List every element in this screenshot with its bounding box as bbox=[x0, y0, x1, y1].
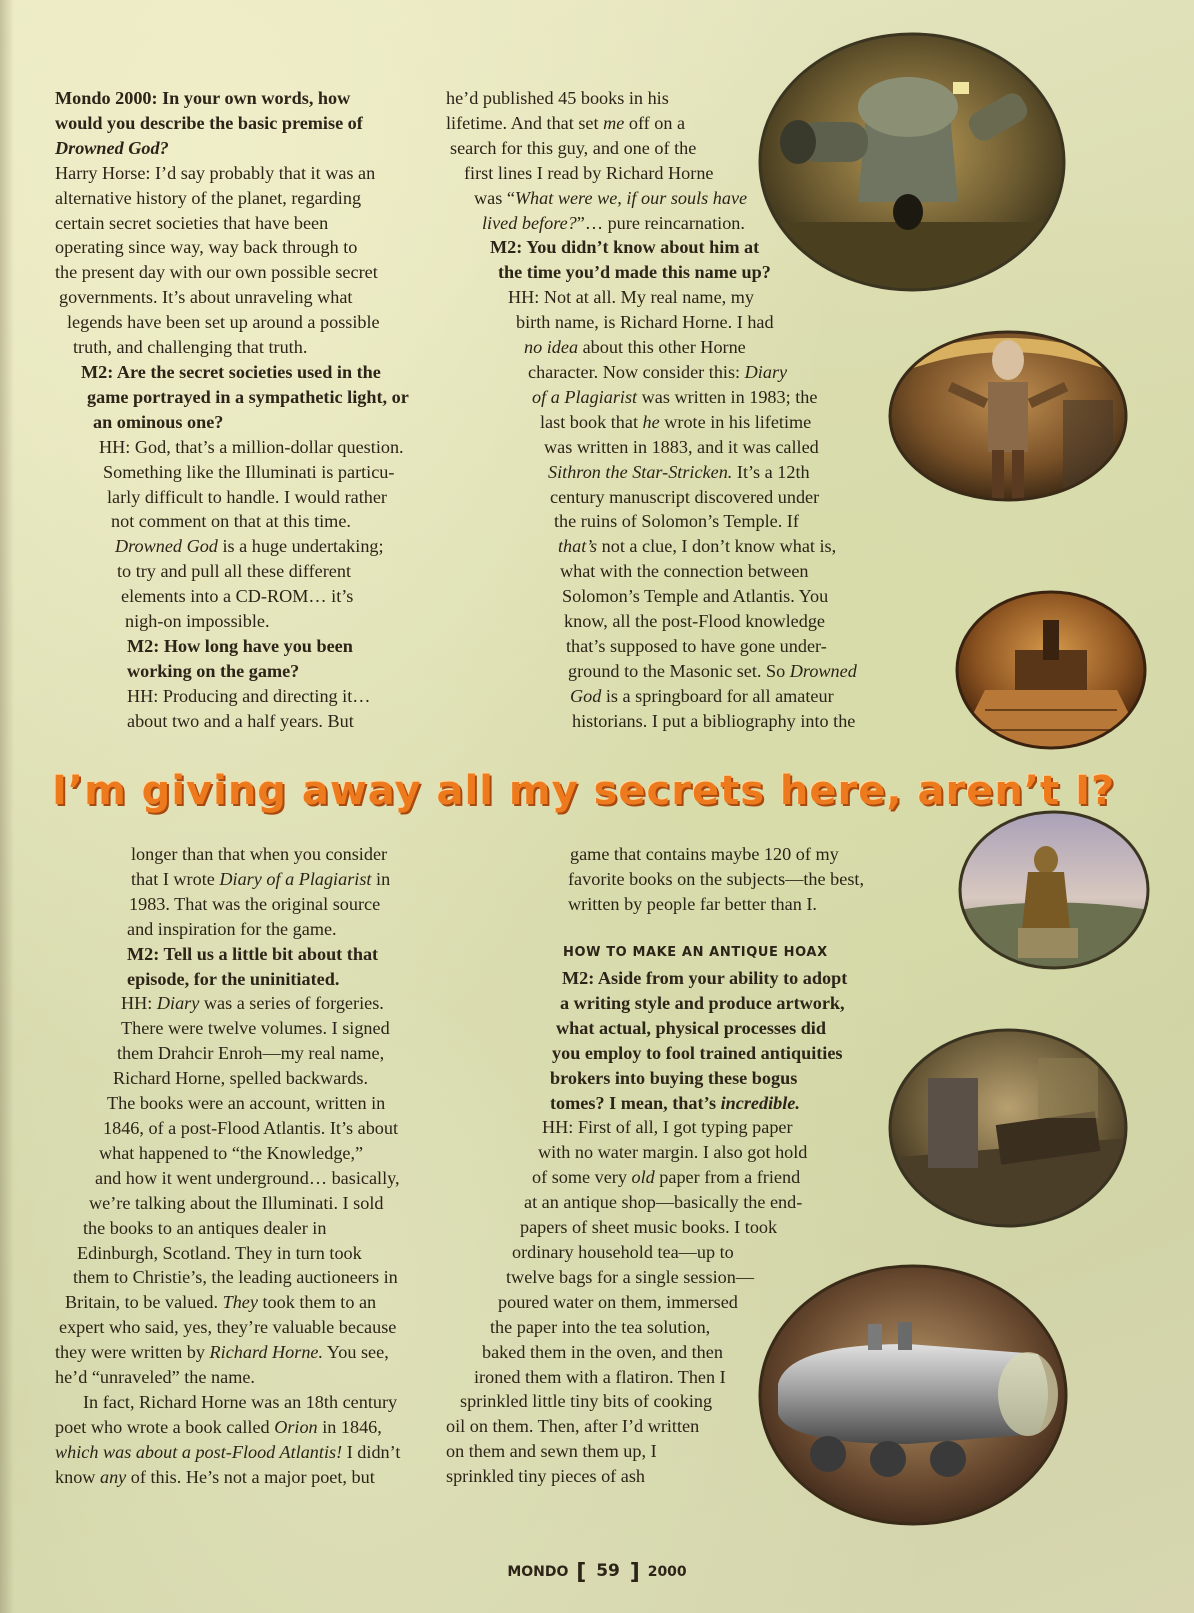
text-line bbox=[55, 609, 409, 634]
text-run: and inspiration for the game. bbox=[127, 918, 337, 939]
footer-year: 2000 bbox=[647, 1564, 687, 1580]
text-line bbox=[446, 235, 857, 260]
text-run: written by people far better than I. bbox=[568, 893, 817, 914]
pull-quote: I’m giving away all my secrets here, aren’t I? bbox=[52, 768, 1116, 814]
text-run: M2: Aside from your ability to adopt bbox=[562, 968, 848, 988]
text-run: sprinkled little tiny bits of cooking bbox=[460, 1391, 713, 1412]
text-run: baked them in the oven, and then bbox=[482, 1341, 723, 1362]
text-line bbox=[55, 1390, 400, 1415]
text-line bbox=[446, 1315, 847, 1340]
text-run: Diary bbox=[744, 361, 788, 382]
text-run: Mondo 2000: In your own words, how bbox=[55, 88, 351, 108]
statue-illustration bbox=[958, 810, 1150, 970]
text-run: of some very bbox=[532, 1167, 632, 1188]
text-run: they were written by bbox=[55, 1342, 210, 1363]
text-line bbox=[446, 460, 857, 485]
text-run: governments. It’s about unraveling what bbox=[59, 287, 353, 308]
text-line bbox=[446, 136, 857, 161]
text-line bbox=[446, 335, 857, 360]
text-line bbox=[55, 659, 409, 684]
text-run: birth name, is Richard Horne. I had bbox=[516, 312, 774, 333]
text-line bbox=[446, 1414, 847, 1439]
text-line bbox=[55, 584, 409, 609]
text-line bbox=[55, 1365, 400, 1390]
text-run: what with the connection between bbox=[560, 561, 809, 582]
text-line bbox=[446, 1140, 847, 1165]
text-run: ironed them with a flatiron. Then I bbox=[474, 1366, 726, 1387]
text-run: a writing style and produce artwork, bbox=[560, 992, 845, 1013]
text-run: the present day with our own possible secret bbox=[55, 262, 378, 283]
text-run: wrote in his lifetime bbox=[659, 411, 812, 432]
text-run: truth, and challenging that truth. bbox=[73, 337, 308, 358]
text-line bbox=[55, 967, 400, 992]
text-run: Diary of a Plagiarist bbox=[219, 868, 372, 889]
text-run: off on a bbox=[624, 112, 686, 133]
text-line bbox=[446, 684, 857, 709]
text-line bbox=[55, 634, 409, 659]
text-run: first lines I read by Richard Horne bbox=[464, 162, 714, 183]
text-run: the books to an antiques dealer in bbox=[83, 1217, 327, 1238]
text-run: episode, for the uninitiated. bbox=[127, 968, 340, 989]
text-line bbox=[55, 1216, 400, 1241]
text-run: would you describe the basic premise of bbox=[55, 112, 363, 133]
article-column-1 bbox=[55, 86, 409, 734]
text-line bbox=[55, 892, 400, 917]
text-run: about this other Horne bbox=[578, 337, 746, 358]
text-run: certain secret societies that have been bbox=[55, 212, 329, 233]
text-run: of this. He’s not a major poet, but bbox=[126, 1466, 375, 1487]
text-line bbox=[446, 534, 857, 559]
text-line bbox=[446, 1066, 847, 1091]
text-line bbox=[446, 1290, 847, 1315]
text-line bbox=[55, 310, 409, 335]
text-line bbox=[446, 1165, 847, 1190]
text-line bbox=[55, 410, 409, 435]
text-line bbox=[446, 161, 857, 186]
text-line bbox=[446, 260, 857, 285]
text-run: the paper into the tea solution, bbox=[490, 1316, 711, 1337]
text-run: working on the game? bbox=[127, 660, 300, 681]
text-run: know bbox=[55, 1466, 100, 1487]
text-run: In fact, Richard Horne was an 18th century bbox=[83, 1391, 398, 1412]
text-line bbox=[55, 1265, 400, 1290]
text-line bbox=[446, 1389, 847, 1414]
text-run: Drowned bbox=[789, 660, 857, 681]
text-line bbox=[55, 709, 409, 734]
page-footer bbox=[0, 1560, 1194, 1585]
text-line bbox=[55, 1166, 400, 1191]
text-line bbox=[55, 86, 409, 111]
text-run: is a huge undertaking; bbox=[217, 536, 384, 557]
corridor-illustration bbox=[955, 590, 1147, 750]
text-run: Solomon’s Temple and Atlantis. You bbox=[562, 586, 829, 607]
text-run: you employ to fool trained antiquities bbox=[552, 1042, 843, 1063]
page-number: 59 bbox=[596, 1561, 620, 1581]
text-run: which was about a post-Flood Atlantis! bbox=[55, 1441, 343, 1462]
text-run: on them and sewn them up, I bbox=[446, 1441, 657, 1462]
text-run: to try and pull all these different bbox=[117, 561, 352, 582]
text-line bbox=[446, 991, 847, 1016]
article-column-3 bbox=[55, 842, 400, 1490]
text-run: HH: Not at all. My real name, my bbox=[508, 287, 754, 308]
text-line bbox=[55, 186, 409, 211]
text-run: was a series of forgeries. bbox=[199, 993, 384, 1014]
text-line bbox=[446, 1091, 847, 1116]
text-run: M2: Are the secret societies used in the bbox=[81, 361, 381, 382]
text-run: paper from a friend bbox=[654, 1167, 801, 1188]
text-run: larly difficult to handle. I would rather bbox=[107, 486, 387, 507]
text-run: Richard Horne. bbox=[209, 1342, 324, 1363]
text-run: longer than that when you consider bbox=[131, 844, 388, 864]
workshop-illustration bbox=[888, 1028, 1128, 1228]
text-run: he bbox=[642, 411, 660, 432]
text-run: 1983. That was the original source bbox=[129, 893, 381, 914]
text-line bbox=[446, 867, 864, 892]
text-run: historians. I put a bibliography into the bbox=[572, 710, 856, 731]
article-column-4 bbox=[446, 966, 847, 1489]
text-line bbox=[55, 435, 409, 460]
text-run: God bbox=[570, 685, 602, 706]
text-line bbox=[446, 1365, 847, 1390]
text-run: twelve bags for a single session— bbox=[506, 1266, 755, 1287]
text-run: about two and a half years. But bbox=[127, 710, 354, 731]
text-line bbox=[55, 509, 409, 534]
text-run: and how it went underground… basically, bbox=[95, 1167, 400, 1188]
text-line bbox=[446, 485, 857, 510]
footer-bracket-close: ] bbox=[629, 1560, 640, 1585]
text-line bbox=[446, 659, 857, 684]
text-run: in 1846, bbox=[317, 1416, 382, 1437]
text-run: HH: bbox=[121, 993, 157, 1014]
text-run: old bbox=[631, 1167, 655, 1188]
text-run: he’d published 45 books in his bbox=[446, 88, 669, 108]
text-run: M2: How long have you been bbox=[127, 635, 353, 656]
page-gutter-shadow bbox=[0, 0, 14, 1613]
text-run: not comment on that at this time. bbox=[111, 511, 351, 532]
article-column-2 bbox=[446, 86, 857, 734]
text-run: legends have been set up around a possible bbox=[67, 312, 380, 333]
text-run: oil on them. Then, after I’d written bbox=[446, 1416, 700, 1437]
text-line bbox=[55, 1041, 400, 1066]
text-run: was written in 1883, and it was called bbox=[544, 436, 819, 457]
text-run: incredible. bbox=[720, 1092, 800, 1113]
text-run: any bbox=[99, 1466, 127, 1487]
text-line bbox=[55, 1116, 400, 1141]
text-run: them to Christie’s, the leading auctioneers in bbox=[73, 1267, 398, 1288]
text-run: favorite books on the subjects—the best, bbox=[568, 868, 864, 889]
text-line bbox=[446, 1240, 847, 1265]
text-run: expert who said, yes, they’re valuable because bbox=[59, 1317, 397, 1338]
text-line bbox=[55, 136, 409, 161]
text-run: papers of sheet music books. I took bbox=[520, 1217, 778, 1238]
text-run: You see, bbox=[323, 1342, 389, 1363]
text-line bbox=[446, 1464, 847, 1489]
text-run: lifetime. And that set bbox=[446, 112, 604, 133]
text-run: know, all the post-Flood knowledge bbox=[564, 611, 825, 632]
text-run: poured water on them, immersed bbox=[498, 1291, 738, 1312]
text-line bbox=[55, 1415, 400, 1440]
text-line bbox=[55, 1315, 400, 1340]
text-run: he’d “unraveled” the name. bbox=[55, 1367, 255, 1388]
text-run: that’s bbox=[558, 536, 598, 557]
text-run: operating since way, way back through to bbox=[55, 237, 358, 258]
text-line bbox=[55, 1465, 400, 1490]
section-subhead: HOW TO MAKE AN ANTIQUE HOAX bbox=[563, 945, 828, 960]
text-line bbox=[55, 1141, 400, 1166]
article-column-4-top bbox=[446, 842, 864, 917]
text-run: what actual, physical processes did bbox=[556, 1017, 826, 1038]
footer-bracket-open: [ bbox=[576, 1560, 587, 1585]
text-run: elements into a CD-ROM… it’s bbox=[121, 586, 354, 607]
text-line bbox=[446, 435, 857, 460]
text-line bbox=[55, 211, 409, 236]
text-line bbox=[446, 1115, 847, 1140]
text-line bbox=[446, 86, 857, 111]
text-run: not a clue, I don’t know what is, bbox=[597, 536, 837, 557]
text-line bbox=[55, 942, 400, 967]
text-run: took them to an bbox=[257, 1292, 377, 1313]
text-line bbox=[55, 111, 409, 136]
text-line bbox=[446, 584, 857, 609]
text-run: in bbox=[371, 868, 391, 889]
text-run: 1846, of a post-Flood Atlantis. It’s about bbox=[103, 1117, 399, 1138]
text-run: Something like the Illuminati is particu- bbox=[103, 461, 395, 482]
text-run: Sithron the Star-Stricken. bbox=[548, 461, 733, 482]
text-run: with no water margin. I also got hold bbox=[538, 1142, 808, 1163]
text-run: Harry Horse: I’d say probably that it was an bbox=[55, 162, 376, 183]
text-run: The books were an account, written in bbox=[107, 1093, 386, 1114]
text-run: character. Now consider this: bbox=[528, 361, 745, 382]
text-run: century manuscript discovered under bbox=[550, 486, 820, 507]
text-line bbox=[446, 842, 864, 867]
text-run: the time you’d made this name up? bbox=[498, 262, 771, 283]
text-run: what happened to “the Knowledge,” bbox=[99, 1142, 364, 1163]
text-line bbox=[55, 842, 400, 867]
text-line bbox=[446, 559, 857, 584]
text-run: the ruins of Solomon’s Temple. If bbox=[554, 511, 799, 532]
text-run: Orion bbox=[274, 1416, 318, 1437]
text-line bbox=[446, 1215, 847, 1240]
text-line bbox=[55, 1091, 400, 1116]
text-line bbox=[55, 534, 409, 559]
text-run: Edinburgh, Scotland. They in turn took bbox=[77, 1242, 362, 1263]
text-line bbox=[446, 360, 857, 385]
text-run: HH: God, that’s a million-dollar question. bbox=[99, 436, 404, 457]
text-line bbox=[446, 1265, 847, 1290]
text-run: tomes? I mean, that’s bbox=[550, 1092, 721, 1113]
text-run: of a Plagiarist bbox=[532, 386, 638, 407]
text-run: at an antique shop—basically the end- bbox=[524, 1192, 803, 1213]
text-run: search for this guy, and one of the bbox=[450, 137, 697, 158]
text-run: an ominous one? bbox=[93, 411, 224, 432]
text-line bbox=[446, 211, 857, 236]
text-run: poet who wrote a book called bbox=[55, 1416, 275, 1437]
text-run: ground to the Masonic set. So bbox=[568, 660, 790, 681]
text-run: Diary bbox=[156, 993, 200, 1014]
text-line bbox=[55, 1066, 400, 1091]
text-run: was “ bbox=[474, 187, 515, 208]
text-run: sprinkled tiny pieces of ash bbox=[446, 1466, 646, 1487]
text-run: ordinary household tea—up to bbox=[512, 1241, 734, 1262]
text-line bbox=[55, 161, 409, 186]
text-line bbox=[55, 260, 409, 285]
text-run: lived before? bbox=[482, 212, 577, 233]
text-run: me bbox=[603, 112, 625, 133]
text-line bbox=[55, 285, 409, 310]
mechanical-man-illustration bbox=[888, 330, 1128, 502]
text-run: HH: First of all, I got typing paper bbox=[542, 1117, 793, 1138]
text-run: Drowned God bbox=[115, 536, 218, 557]
text-run: HH: Producing and directing it… bbox=[127, 685, 371, 706]
text-line bbox=[446, 634, 857, 659]
text-line bbox=[55, 559, 409, 584]
text-line bbox=[446, 709, 857, 734]
text-line bbox=[446, 966, 847, 991]
text-run: game that contains maybe 120 of my bbox=[570, 844, 839, 864]
text-run: that I wrote bbox=[131, 868, 220, 889]
text-line bbox=[446, 1340, 847, 1365]
text-line bbox=[55, 460, 409, 485]
text-run: Richard Horne, spelled backwards. bbox=[113, 1068, 369, 1089]
text-run: alternative history of the planet, regarding bbox=[55, 187, 362, 208]
text-run: them Drahcir Enroh—my real name, bbox=[117, 1043, 385, 1064]
text-line bbox=[55, 1016, 400, 1041]
text-line bbox=[55, 235, 409, 260]
text-run: What were we, if our souls have bbox=[514, 187, 748, 208]
text-line bbox=[55, 360, 409, 385]
text-line bbox=[55, 385, 409, 410]
text-run: M2: You didn’t know about him at bbox=[490, 237, 760, 258]
text-run: M2: Tell us a little bit about that bbox=[127, 943, 379, 964]
text-line bbox=[446, 385, 857, 410]
text-run: was written in 1983; the bbox=[637, 386, 818, 407]
text-run: brokers into buying these bogus bbox=[550, 1067, 798, 1088]
text-run: we’re talking about the Illuminati. I sold bbox=[89, 1192, 384, 1213]
text-line bbox=[55, 867, 400, 892]
text-run: There were twelve volumes. I signed bbox=[121, 1018, 390, 1039]
text-line bbox=[446, 509, 857, 534]
text-run: that’s supposed to have gone under- bbox=[566, 635, 827, 656]
text-line bbox=[446, 609, 857, 634]
footer-magazine-name: MONDO bbox=[507, 1564, 569, 1580]
text-line bbox=[55, 1340, 400, 1365]
text-line bbox=[446, 1041, 847, 1066]
text-run: last book that bbox=[540, 411, 643, 432]
text-run: Britain, to be valued. bbox=[65, 1292, 223, 1313]
text-line bbox=[446, 111, 857, 136]
text-line bbox=[446, 892, 864, 917]
text-line bbox=[55, 917, 400, 942]
text-line bbox=[55, 684, 409, 709]
text-line bbox=[446, 186, 857, 211]
text-line bbox=[55, 1440, 400, 1465]
text-run: nigh-on impossible. bbox=[125, 611, 270, 632]
text-line bbox=[446, 410, 857, 435]
text-line bbox=[55, 1191, 400, 1216]
text-line bbox=[446, 1190, 847, 1215]
text-run: no idea bbox=[524, 337, 579, 358]
text-line bbox=[446, 1016, 847, 1041]
text-run: is a springboard for all amateur bbox=[601, 685, 834, 706]
text-run: ”… pure reincarnation. bbox=[576, 212, 745, 233]
text-run: I didn’t bbox=[342, 1441, 401, 1462]
text-run: game portrayed in a sympathetic light, or bbox=[87, 386, 409, 407]
text-line bbox=[446, 285, 857, 310]
text-run: It’s a 12th bbox=[732, 461, 810, 482]
text-line bbox=[55, 1290, 400, 1315]
text-line bbox=[55, 991, 400, 1016]
text-run: Drowned God? bbox=[55, 137, 169, 158]
text-line bbox=[55, 335, 409, 360]
text-line bbox=[55, 1241, 400, 1266]
text-line bbox=[446, 310, 857, 335]
text-run: They bbox=[222, 1292, 258, 1313]
text-line bbox=[55, 485, 409, 510]
text-line bbox=[446, 1439, 847, 1464]
